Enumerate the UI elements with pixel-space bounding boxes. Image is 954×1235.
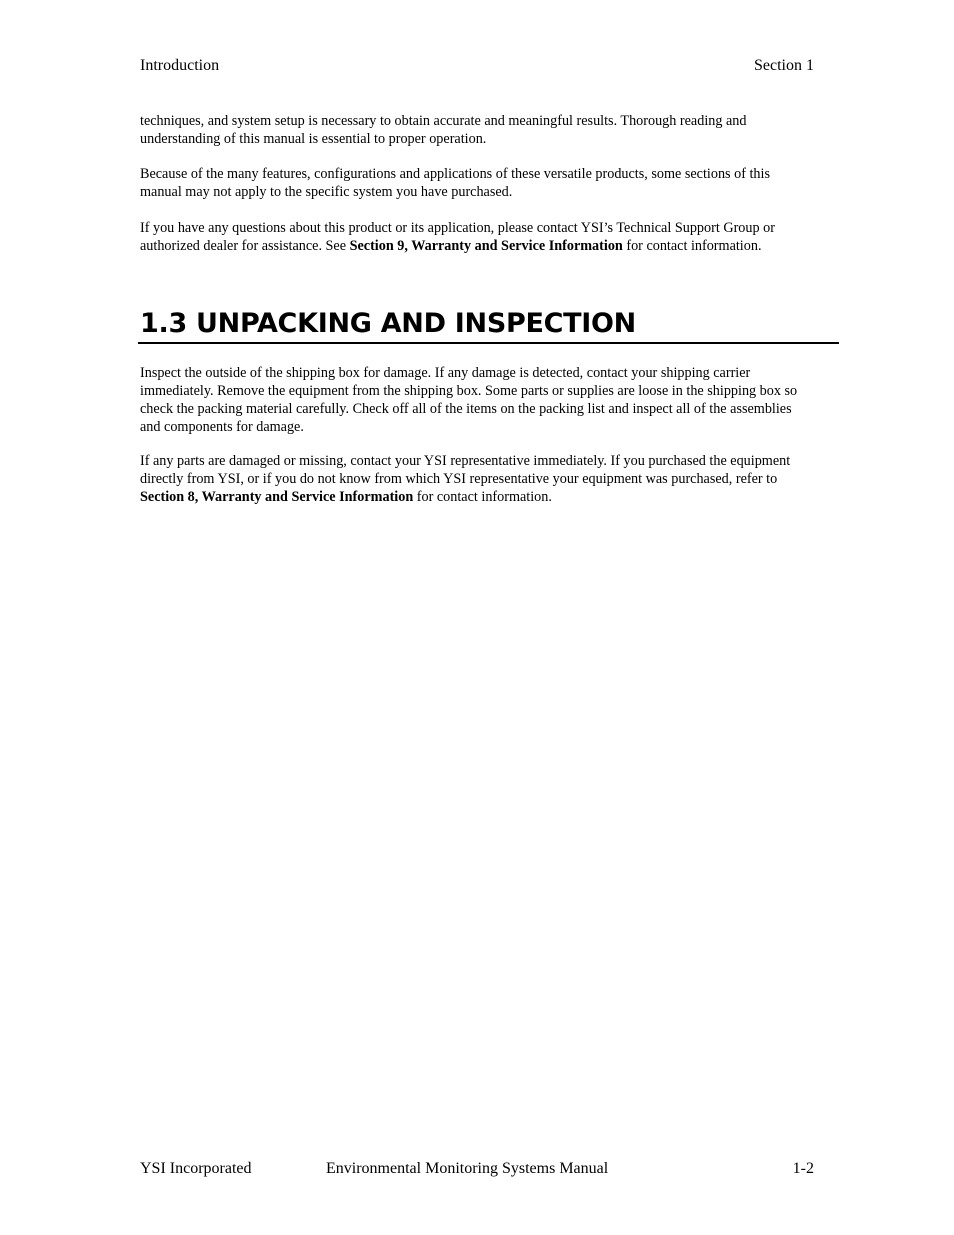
paragraph-text — [140, 452, 814, 506]
header-section-label: Section 1 — [754, 57, 814, 74]
paragraph-text-part: for contact information. — [622, 238, 762, 254]
section-reference: Section 9, Warranty and Service Information — [349, 238, 623, 254]
paragraph-text-part: for contact information. — [413, 489, 552, 505]
paragraph-applicability — [140, 165, 814, 201]
footer-manual-title: Environmental Monitoring Systems Manual — [326, 1160, 609, 1177]
footer-page-number: 1-2 — [792, 1160, 814, 1177]
paragraph-intro-continued — [140, 112, 814, 148]
section-reference: Section 8, Warranty and Service Information — [140, 489, 414, 505]
heading-underline — [138, 342, 839, 344]
paragraph-text-part: If any parts are damaged or missing, contact your YSI representative immediately. If you purchased the equipment directly from YSI, or if you do not know from which YSI representative your equipment was purchased, refer to — [140, 453, 791, 487]
footer-company: YSI Incorporated — [140, 1160, 252, 1177]
paragraph-text — [140, 219, 814, 255]
paragraph-questions — [140, 219, 814, 255]
paragraph-damaged-parts — [140, 452, 814, 506]
header-chapter-title: Introduction — [140, 57, 220, 74]
section-heading: 1.3 UNPACKING AND INSPECTION — [140, 308, 636, 339]
paragraph-text: techniques, and system setup is necessary to obtain accurate and meaningful results. Thorough reading and understanding of this manual is essential to proper operation. — [140, 113, 747, 147]
paragraph-text-part: If you have any questions about this product or its application, please contact YSI’s Technical Support Group or authorized dealer for assistance. See — [140, 220, 775, 254]
paragraph-text: Because of the many features, configurations and applications of these versatile products, some sections of this manual may not apply to the specific system you have purchased. — [140, 166, 770, 200]
paragraph-inspection — [140, 364, 814, 436]
paragraph-text: Inspect the outside of the shipping box for damage. If any damage is detected, contact your shipping carrier immediately. Remove the equipment from the shipping box. Some parts or supplies are loose in the shipping box so check the packing material carefully. Check off all of the items on the packing list and inspect all of the assemblies and components for damage. — [140, 365, 798, 435]
